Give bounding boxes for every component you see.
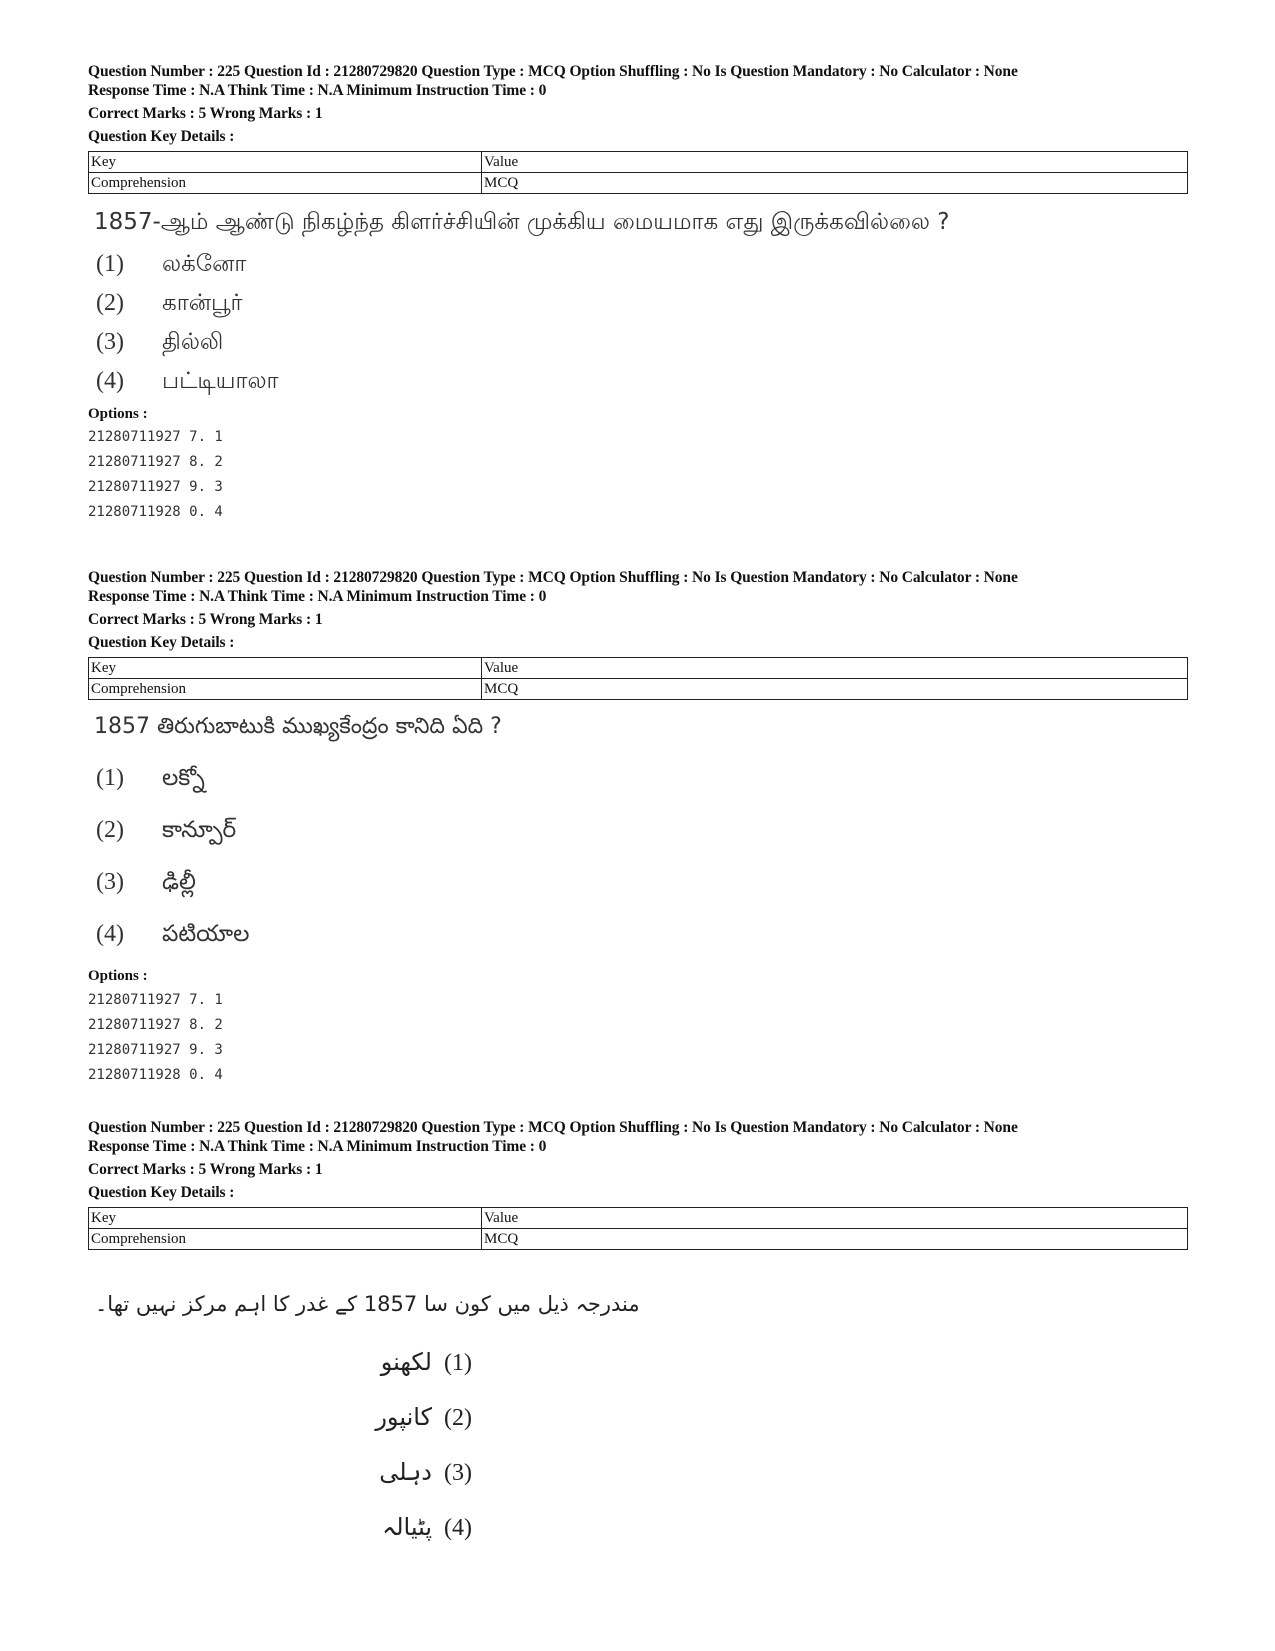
question-key-table — [88, 657, 1188, 700]
option-id: 21280711927 9. 3 — [88, 1042, 223, 1058]
meta-line-4: Question Key Details : — [88, 634, 235, 651]
option-1: (1) லக்னோ — [96, 251, 247, 277]
option-3: دہلی (3) — [379, 1458, 472, 1486]
meta-line-1: Question Number : 225 Question Id : 21280729820 Question Type : MCQ Option Shuffling : No Is Question Mandatory : No Calculator : None — [88, 569, 1018, 586]
question-block-1 — [88, 62, 1188, 520]
question-block-2 — [88, 568, 1188, 1083]
option-4: پٹیالہ (4) — [382, 1513, 472, 1541]
question-key-table — [88, 1207, 1188, 1250]
question-meta — [88, 1118, 1188, 1202]
value-header: Value — [482, 1208, 1188, 1229]
option-id: 21280711927 9. 3 — [88, 479, 223, 495]
key-cell: Comprehension — [89, 679, 482, 700]
options-label: Options : — [88, 968, 148, 984]
option-id-list — [88, 988, 223, 1088]
meta-line-2: Response Time : N.A Think Time : N.A Minimum Instruction Time : 0 — [88, 82, 547, 99]
option-4: (4) பட்டியாலா — [96, 368, 279, 394]
option-4: (4) పటియాల — [96, 921, 250, 947]
option-id: 21280711928 0. 4 — [88, 1067, 223, 1083]
value-cell: MCQ — [482, 1229, 1188, 1250]
question-text: 1857-ஆம் ஆண்டு நிகழ்ந்த கிளர்ச்சியின் முக்கிய மையமாக எது இருக்கவில்லை ? — [94, 209, 950, 235]
option-id: 21280711927 7. 1 — [88, 992, 223, 1008]
question-meta — [88, 62, 1188, 146]
option-id: 21280711927 8. 2 — [88, 1017, 223, 1033]
options-label: Options : — [88, 406, 148, 422]
question-text: 1857 తిరుగుబాటుకి ముఖ్యకేంద్రం కానిది ఏది ? — [94, 714, 502, 739]
meta-line-3: Correct Marks : 5 Wrong Marks : 1 — [88, 105, 323, 122]
meta-line-1: Question Number : 225 Question Id : 21280729820 Question Type : MCQ Option Shuffling : No Is Question Mandatory : No Calculator : None — [88, 63, 1018, 80]
option-3: (3) ఢిల్లీ — [96, 869, 196, 895]
value-header: Value — [482, 658, 1188, 679]
option-3: (3) தில்லி — [96, 329, 224, 355]
key-cell: Comprehension — [89, 173, 482, 194]
key-header: Key — [89, 658, 482, 679]
meta-line-4: Question Key Details : — [88, 128, 235, 145]
meta-line-4: Question Key Details : — [88, 1184, 235, 1201]
question-key-table — [88, 151, 1188, 194]
option-id-list — [88, 425, 223, 525]
meta-line-2: Response Time : N.A Think Time : N.A Minimum Instruction Time : 0 — [88, 1138, 547, 1155]
question-meta — [88, 568, 1188, 652]
value-cell: MCQ — [482, 679, 1188, 700]
option-id: 21280711927 8. 2 — [88, 454, 223, 470]
option-2: کانپور (2) — [375, 1403, 472, 1431]
option-2: (2) கான்பூர் — [96, 290, 243, 316]
option-id: 21280711927 7. 1 — [88, 429, 223, 445]
question-text-urdu: مندرجہ ذیل میں کون سا 1857 کے غدر کا اہم مرکز نہیں تھا۔ — [95, 1292, 640, 1316]
meta-line-1: Question Number : 225 Question Id : 21280729820 Question Type : MCQ Option Shuffling : No Is Question Mandatory : No Calculator : None — [88, 1119, 1018, 1136]
option-1: لکھنو (1) — [380, 1348, 472, 1376]
option-1: (1) లక్నో — [96, 765, 205, 791]
value-header: Value — [482, 152, 1188, 173]
question-block-3 — [88, 1118, 1188, 1247]
key-header: Key — [89, 152, 482, 173]
meta-line-3: Correct Marks : 5 Wrong Marks : 1 — [88, 611, 323, 628]
value-cell: MCQ — [482, 173, 1188, 194]
key-cell: Comprehension — [89, 1229, 482, 1250]
key-header: Key — [89, 1208, 482, 1229]
meta-line-2: Response Time : N.A Think Time : N.A Minimum Instruction Time : 0 — [88, 588, 547, 605]
option-2: (2) కాన్పూర్ — [96, 817, 237, 843]
option-id: 21280711928 0. 4 — [88, 504, 223, 520]
meta-line-3: Correct Marks : 5 Wrong Marks : 1 — [88, 1161, 323, 1178]
